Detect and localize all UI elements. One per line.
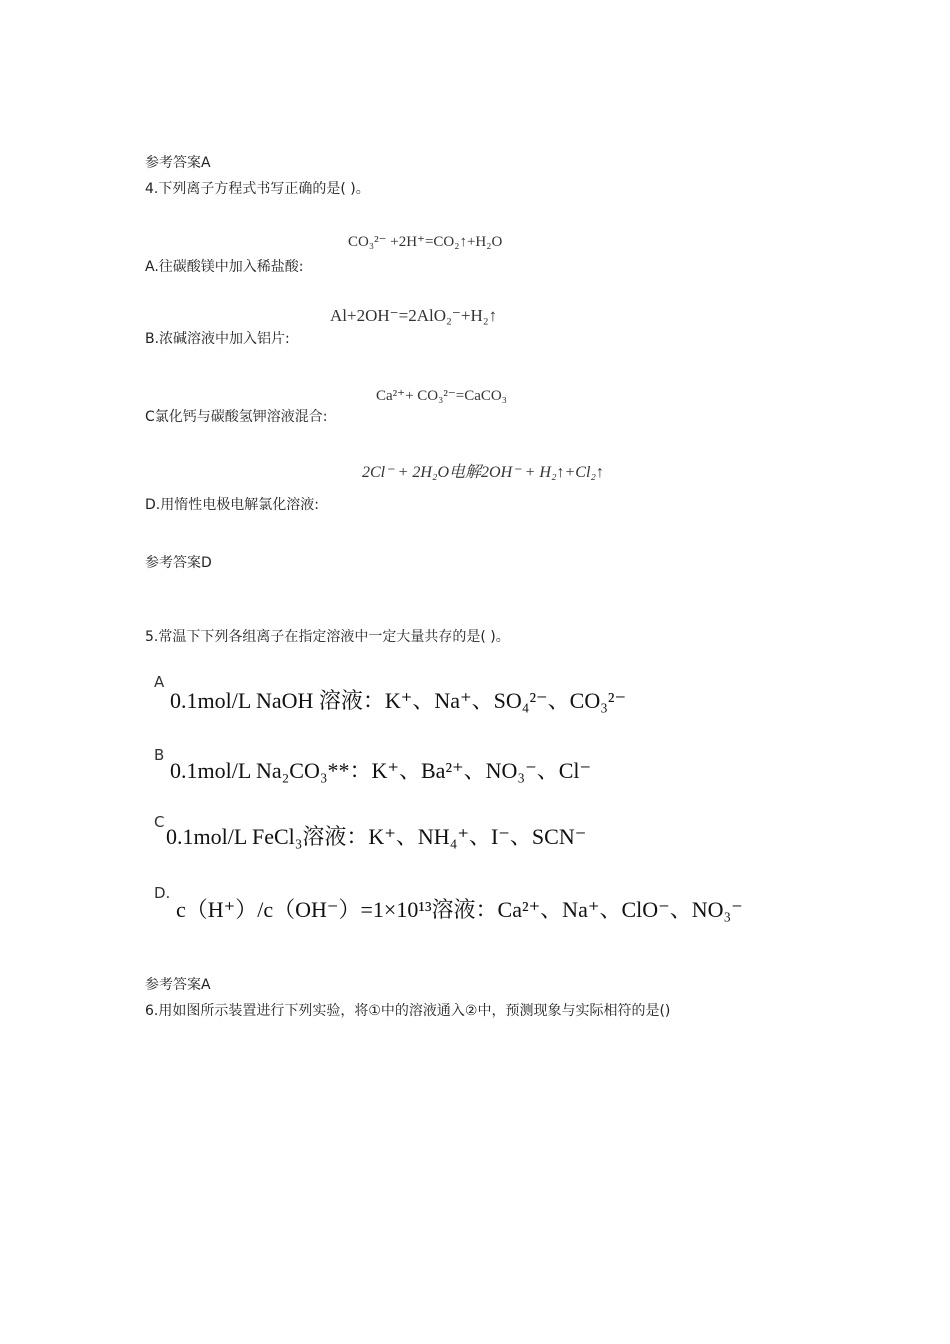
option-5c: 0.1mol/L FeCl₃溶液：K⁺、NH₄⁺、I⁻、SCN⁻ [166, 824, 587, 849]
equation-b: Al+2OH⁻=2AlO₂⁻+H₂↑ [330, 306, 498, 325]
answer-q4: 参考答案D [145, 555, 212, 571]
label-5b: B [154, 746, 165, 764]
label-5a: A [154, 673, 165, 691]
equation-c: Ca²⁺+ CO₃²⁻=CaCO₃ [376, 388, 507, 404]
option-5a: 0.1mol/L NaOH 溶液：K⁺、Na⁺、SO₄²⁻、CO₃²⁻ [170, 688, 627, 713]
question-5: 5.常温下下列各组离子在指定溶液中一定大量共存的是( )。 [145, 629, 510, 645]
option-5b: 0.1mol/L Na₂CO₃**：K⁺、Ba²⁺、NO₃⁻、Cl⁻ [170, 758, 592, 783]
option-4a: A.往碳酸镁中加入稀盐酸: [145, 259, 304, 275]
option-4c: C氯化钙与碳酸氢钾溶液混合: [145, 409, 328, 425]
option-5d: c（H⁺）/c（OH⁻）=1×10¹³溶液：Ca²⁺、Na⁺、ClO⁻、NO₃⁻ [176, 897, 743, 922]
question-6: 6.用如图所示装置进行下列实验，将①中的溶液通入②中，预测现象与实际相符的是() [145, 1003, 671, 1019]
answer-q3: 参考答案A [145, 155, 211, 171]
label-5c: C [154, 813, 165, 831]
label-5d: D. [154, 884, 171, 902]
question-4: 4.下列离子方程式书写正确的是( )。 [145, 181, 370, 197]
answer-q5: 参考答案A [145, 977, 211, 993]
option-4b: B.浓碱溶液中加入铝片: [145, 331, 290, 347]
equation-d: 2Cl⁻ + 2H₂O电解2OH⁻ + H₂↑+Cl₂↑ [362, 464, 604, 481]
option-4d: D.用惰性电极电解氯化溶液: [145, 497, 319, 513]
equation-a: CO₃²⁻ +2H⁺=CO₂↑+H₂O [348, 234, 503, 250]
